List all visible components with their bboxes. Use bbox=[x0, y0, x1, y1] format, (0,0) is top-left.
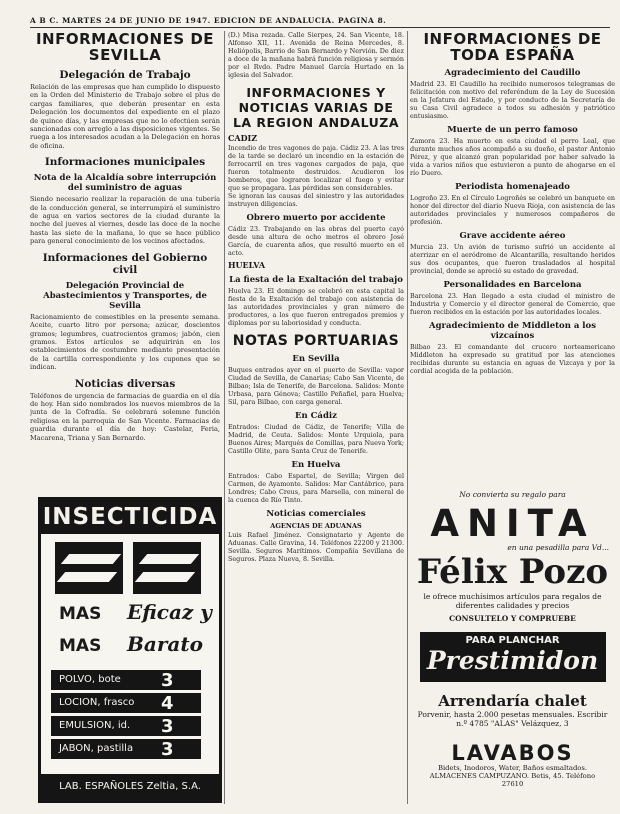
article-heading: Noticias diversas bbox=[74, 377, 176, 390]
article-body: Barcelona 23. Han llegado a esta ciudad el ministro de Industria y Comercio y el director general de Comercio, que fueron recibidos en la estación por las autoridades locales. bbox=[410, 292, 615, 316]
article-heading: Noticias comerciales bbox=[266, 509, 366, 519]
article-body: Incendio de tres vagones de paja. Cádiz 23. A las tres de la tarde se declaró un incendio en la estación de ferrocarril en tres vagones cargados de paja, que fueron totalmente destruidos. Acudieron los bomberos, que lograron localizar el fuego y evitar que se propagara. Las pérdidas son considerables. bbox=[228, 144, 404, 192]
product-price: 3 bbox=[161, 670, 174, 691]
masthead: A B C. MARTES 24 DE JUNIO DE 1947. EDICION DE ANDALUCIA. PAGINA 8. bbox=[30, 16, 387, 25]
ad-slogan: MAS bbox=[59, 636, 102, 656]
article-heading: Periodista homenajeado bbox=[455, 182, 570, 192]
ad-slogan-script: Barato bbox=[127, 632, 203, 656]
product-row: POLVO, bote bbox=[51, 670, 201, 690]
product-row: LOCION, frasco bbox=[51, 693, 201, 713]
article-heading: En Huelva bbox=[291, 460, 341, 470]
section-heading: INFORMACIONES Y NOTICIAS VARIAS DE LA REGION ANDALUZA bbox=[232, 85, 400, 130]
article-heading: Grave accidente aéreo bbox=[459, 231, 566, 241]
article-body: Siendo necesario realizar la reparación de una tubería de la conducción general, se interrumpirá el suministro de agua en varios sectores de la ciudad durante la noche del jueves al viernes, desde las doce de la noche hasta las siete de la mañana, lo que se hace público para general conocimiento de los vecinos afectados. bbox=[30, 195, 220, 246]
ad-brand: Prestimidon bbox=[426, 646, 599, 675]
column-espana bbox=[410, 31, 615, 486]
article-body: Zamora 23. Ha muerto en esta ciudad el perro Leal, que durante muchos años acompañó a su dueño, el pastor Antonio Pérez, y que alcanzó gran popularidad por haber salvado la vida a varios niños que estuvieron a punto de ahogarse en el río Duero. bbox=[410, 137, 615, 177]
ad-heading: LAVABOS bbox=[451, 741, 574, 765]
ad-line: CONSULTELO Y COMPRUEBE bbox=[449, 614, 576, 623]
lavabos-advertisement bbox=[410, 742, 615, 788]
ad-felix-pozo: Félix Pozo bbox=[416, 552, 609, 592]
product-row: JABON, pastilla bbox=[51, 739, 201, 759]
ad-anita: ANITA bbox=[430, 502, 595, 545]
article-body: (D.) Misa rezada. Calle Sierpes, 24. San Vicente, 18. Alfonso XII, 11. Avenida de Reina Mercedes, 8. Heliópolis, Barrio de San Bernardo y Nervión. De diez a doce de la mañana habrá función religiosa y sermón por el Rvdo. Padre Manuel García Hurtado en la iglesia del Salvador. bbox=[228, 31, 404, 79]
insecticide-advertisement bbox=[38, 497, 222, 803]
article-heading: Informaciones del Gobierno civil bbox=[42, 251, 208, 276]
article-body: Huelva 23. El domingo se celebró en esta capital la fiesta de la Exaltación del trabajo con asistencia de las autoridades provinciales y gran número de productores, a los que fueron entregados premios y diplomas por su laboriosidad y conducta. bbox=[228, 287, 404, 327]
dateline: HUELVA bbox=[228, 260, 266, 270]
ad-line: No convierta su regalo para bbox=[459, 490, 566, 499]
ad-line: PARA PLANCHAR bbox=[465, 635, 560, 646]
ad-title: INSECTICIDA bbox=[41, 500, 219, 534]
column-divider bbox=[224, 31, 225, 804]
article-body: Entrados: Ciudad de Cádiz, de Tenerife; Villa de Madrid, de Ceuta. Salidos: Monte Urquiola, para Buenos Aires; Marqués de Comillas, para Nueva York; Castillo Olite, para Santa Cruz de Tenerife. bbox=[228, 423, 404, 455]
article-body: Luis Rafael Jiménez. Consignatario y Agente de Aduanas. Calle Gravina, 14. Teléfonos 22200 y 21300. Sevilla. Seguros Marítimos. Compañía Sevillana de Seguros. Plaza Nueva, 8. Sevilla. bbox=[228, 531, 404, 563]
prestimidon-advertisement bbox=[410, 632, 615, 682]
article-body: Se ignoran las causas del siniestro y las autoridades instruyen diligencias. bbox=[228, 192, 404, 208]
product-price: 4 bbox=[161, 693, 174, 714]
z-letter-icon bbox=[133, 542, 201, 594]
prestimidon-box bbox=[420, 632, 606, 682]
article-heading: En Sevilla bbox=[292, 354, 340, 364]
ad-slogan: MAS bbox=[59, 604, 102, 624]
article-body: Cádiz 23. Trabajando en las obras del puerto cayó desde una altura de ocho metros el obrero José García, de cuarenta años, que resultó muerto en el acto. bbox=[228, 225, 404, 257]
column-andalucia bbox=[228, 31, 404, 806]
product-price: 3 bbox=[161, 739, 174, 760]
article-subheading: Delegación Provincial de Abastecimientos y Transportes, de Sevilla bbox=[43, 280, 207, 311]
article-body: Racionamiento de comestibles en la presente semana. Aceite, cuarto litro por persona; azúcar, doscientos gramos; legumbres, cuatrocientos gramos; jabón, cien gramos. Estos artículos se adquirirán en los establecimientos de costumbre mediante presentación de la cartilla correspondiente y los cupones que se indican. bbox=[30, 312, 220, 372]
product-price: 3 bbox=[161, 716, 174, 737]
column-sevilla bbox=[30, 31, 220, 492]
section-heading: INFORMACIONES DE SEVILLA bbox=[35, 31, 215, 64]
article-heading: La fiesta de la Exaltación del trabajo bbox=[229, 275, 403, 285]
dateline: CADIZ bbox=[228, 133, 258, 143]
article-body: Entrados: Cabo Espartel, de Sevilla; Virgen del Carmen, de Ayamonte. Salidos: Mar Cantábrico, para Londres; Cabo Creus, para Marsella, con mineral de la cuenca de Río Tinto. bbox=[228, 472, 404, 504]
article-body: Murcia 23. Un avión de turismo sufrió un accidente al aterrizar en el aeródromo de Alcantarilla, resultando heridos sus dos ocupantes, que fueron trasladados al hospital provincial, donde se apreció su estado de gravedad. bbox=[410, 243, 615, 275]
felix-pozo-advertisement bbox=[410, 490, 615, 623]
ad-heading: Arrendaría chalet bbox=[438, 692, 587, 710]
section-heading: INFORMACIONES DE TODA ESPAÑA bbox=[423, 31, 602, 64]
ad-line: le ofrece muchísimos artículos para regalos de diferentes calidades y precios bbox=[423, 592, 602, 610]
article-body: Relación de las empresas que han cumplido lo dispuesto en la Orden del Ministerio de Trabajo sobre el plus de cargas familiares, que deberán presentar en esta Delegación los documentos del expediente en el plazo de quince días, y las empresas que no lo efectúen serán sancionadas con arreglo a las disposiciones vigentes. Se ruega a los interesados acudan a la Delegación en horas de oficina. bbox=[30, 83, 220, 150]
ad-line: Porvenir, hasta 2.000 pesetas mensuales. Escribir n.º 4785 "ALAS" Velázquez, 3 bbox=[417, 710, 608, 728]
product-row: EMULSION, id. bbox=[51, 716, 201, 736]
article-heading: En Cádiz bbox=[295, 411, 337, 421]
ad-footer: LAB. ESPAÑOLES Zeltia, S.A. bbox=[41, 774, 219, 800]
article-body: Madrid 23. El Caudillo ha recibido numerosos telegramas de felicitación con motivo del referéndum de la Ley de Sucesión en la Jefatura del Estado, y por conducto de la Secretaría de su Casa Civil agradece a todos su adhesión y patriótico entusiasmo. bbox=[410, 80, 615, 120]
zz-logo bbox=[55, 542, 205, 594]
ad-line: en una pesadilla para Vd... bbox=[507, 543, 609, 552]
article-heading: Delegación de Trabajo bbox=[59, 69, 191, 81]
ad-slogan-script: Eficaz y bbox=[127, 600, 212, 624]
masthead-rule bbox=[30, 27, 610, 28]
classified-chalet bbox=[410, 692, 615, 728]
article-heading: Muerte de un perro famoso bbox=[447, 125, 578, 135]
article-heading: Agradecimiento de Middleton a los vizcaínos bbox=[428, 321, 596, 341]
column-divider bbox=[407, 31, 408, 804]
article-body: Bilbao 23. El comandante del crucero norteamericano Middleton ha expresado su gratitud por las atenciones recibidas durante su estancia en aguas de Vizcaya y por la cordial acogida de la población. bbox=[410, 343, 615, 375]
article-body: Logroño 23. En el Círculo Logroñés se celebró un banquete en honor del director del diario Nueva Rioja, con asistencia de las autoridades provinciales y numerosos compañeros de profesión. bbox=[410, 194, 615, 226]
article-body: Teléfonos de urgencia de farmacias de guardia en el día de hoy. Han sido nombrados los nuevos miembros de la junta de la Cofradía. Se celebrará solemne función religiosa en la parroquia de San Vicente. Farmacias de guardia durante el día de hoy: Castelar, Feria, Macarena, Triana y San Bernardo. bbox=[30, 391, 220, 442]
article-subheading: AGENCIAS DE ADUANAS bbox=[270, 522, 362, 530]
article-body: Buques entrados ayer en el puerto de Sevilla: vapor Ciudad de Sevilla, de Canarias; Cabo San Vicente, de Bilbao; Isla de Tenerife, de Barcelona. Salidos: Monte Urbasa, para Génova; Castillo Peñafiel, para Huelva; Sil, para Bilbao, con carga general. bbox=[228, 366, 404, 406]
article-heading: Informaciones municipales bbox=[44, 156, 206, 169]
article-heading: Obrero muerto por accidente bbox=[246, 213, 386, 223]
section-heading: NOTAS PORTUARIAS bbox=[232, 333, 400, 349]
z-letter-icon bbox=[55, 542, 123, 594]
article-heading: Agradecimiento del Caudillo bbox=[444, 68, 581, 78]
article-subheading: Nota de la Alcaldía sobre interrupción del suministro de aguas bbox=[33, 173, 217, 194]
ad-line: Bidets, Inodoros, Water, Baños esmaltados. ALMACENES CAMPUZANO. Betis, 45. Teléfono 27610 bbox=[429, 764, 596, 788]
article-heading: Personalidades en Barcelona bbox=[443, 280, 582, 290]
